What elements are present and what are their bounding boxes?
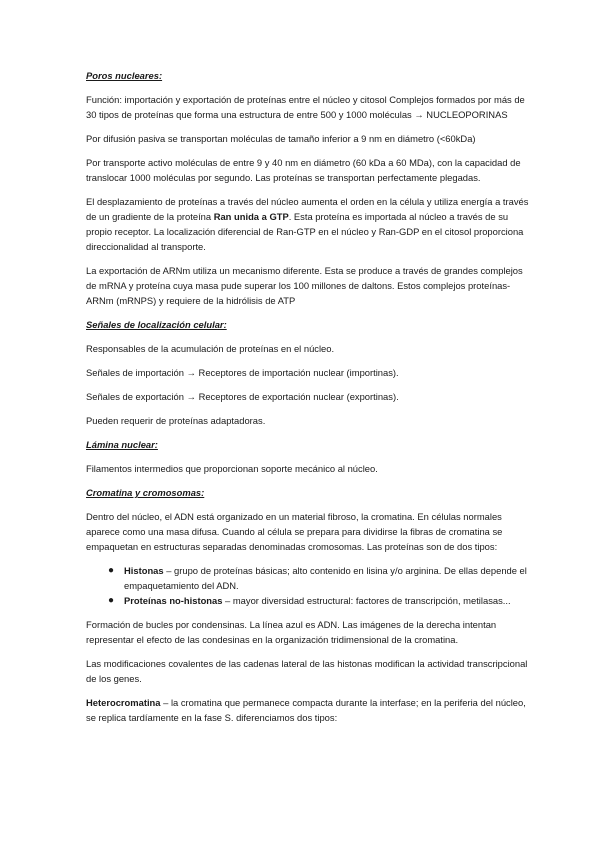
paragraph-senales-exportacion: Señales de exportación → Receptores de exportación nuclear (exportinas). <box>86 391 399 402</box>
list-item-histonas <box>108 563 530 593</box>
paragraph-responsables: Responsables de la acumulación de proteínas en el núcleo. <box>86 343 335 354</box>
paragraph-heterocromatina <box>86 695 530 725</box>
paragraph-senales-importacion: Señales de importación → Receptores de importación nuclear (importinas). <box>86 367 399 378</box>
heading-poros-nucleares: Poros nucleares: <box>86 70 163 81</box>
heading-cromatina-cromosomas: Cromatina y cromosomas: <box>86 487 205 498</box>
paragraph-dentro-nucleo: Dentro del núcleo, el ADN está organizado en un material fibroso, la cromatina. En células normales aparece como una masa difusa. Cuando al célula se prepara para dividirse la fibras de cromatina se empaquetan en estructuras separadas denominadas cromosomas. Las proteínas son de dos tipos: <box>86 511 503 552</box>
bullet-icon: ● <box>108 565 115 576</box>
heterocromatina-term: Heterocromatina <box>86 697 161 708</box>
paragraph-desplazamiento-part1: El desplazamiento de proteínas a través del núcleo aumenta el orden en la célula y utiliza energía a través de un gradiente de la proteína <box>86 196 529 222</box>
heading-lamina-nuclear: Lámina nuclear: <box>86 439 158 450</box>
list-item-no-histonas <box>108 593 530 608</box>
paragraph-difusion-pasiva: Por difusión pasiva se transportan moléculas de tamaño inferior a 9 nm en diámetro (<60kDa) <box>86 133 476 144</box>
paragraph-filamentos: Filamentos intermedios que proporcionan soporte mecánico al núcleo. <box>86 463 378 474</box>
bullet-icon: ● <box>108 595 115 606</box>
paragraph-adaptadoras: Pueden requerir de proteínas adaptadoras. <box>86 415 266 426</box>
heading-senales-localizacion: Señales de localización celular: <box>86 319 227 330</box>
paragraph-desplazamiento-part2: . Esta proteína es importada al núcleo a través de su propio receptor. La localización diferencial de Ran-GTP en el núcleo y Ran-GDP en el citosol proporciona direccionalidad al transporte. <box>86 211 524 252</box>
histonas-text: – grupo de proteínas básicas; alto contenido en lisina y/o arginina. De ellas depende el empaquetamiento del ADN. <box>124 565 527 591</box>
protein-types-list <box>86 563 530 608</box>
paragraph-funcion: Función: importación y exportación de proteínas entre el núcleo y citosol Complejos formados por más de 30 tipos de proteínas que forma una estructura de entre 500 y 1000 moléculas → NUCLEOPORINAS <box>86 94 525 120</box>
no-histonas-text: – mayor diversidad estructural: factores de transcripción, metilasas... <box>222 595 511 606</box>
ran-gtp-term: Ran unida a GTP <box>213 211 289 222</box>
heterocromatina-text: – la cromatina que permanece compacta durante la interfase; en la periferia del núcleo, se replica tardíamente en la fase S. diferenciamos dos tipos: <box>86 697 526 723</box>
paragraph-desplazamiento <box>86 194 530 254</box>
histonas-term: Histonas <box>124 565 164 576</box>
paragraph-condensinas: Formación de bucles por condensinas. La línea azul es ADN. Las imágenes de la derecha intentan representar el efecto de las condesinas en la organización tridimensional de la cromatina. <box>86 619 497 645</box>
paragraph-exportacion-arnm: La exportación de ARNm utiliza un mecanismo diferente. Esta se produce a través de grandes complejos de mRNA y proteína cuya masa pude superar los 100 millones de daltons. Estos complejos proteínas-ARNm (mRNPS) y requiere de la hidrólisis de ATP <box>86 265 523 306</box>
no-histonas-term: Proteínas no-histonas <box>124 595 223 606</box>
paragraph-modificaciones: Las modificaciones covalentes de las cadenas lateral de las histonas modifican la actividad transcripcional de los genes. <box>86 658 528 684</box>
paragraph-transporte-activo: Por transporte activo moléculas de entre 9 y 40 nm en diámetro (60 kDa a 60 MDa), con la capacidad de translocar 1000 moléculas por segundo. Las proteínas se transportan perfectamente plegadas. <box>86 157 521 183</box>
